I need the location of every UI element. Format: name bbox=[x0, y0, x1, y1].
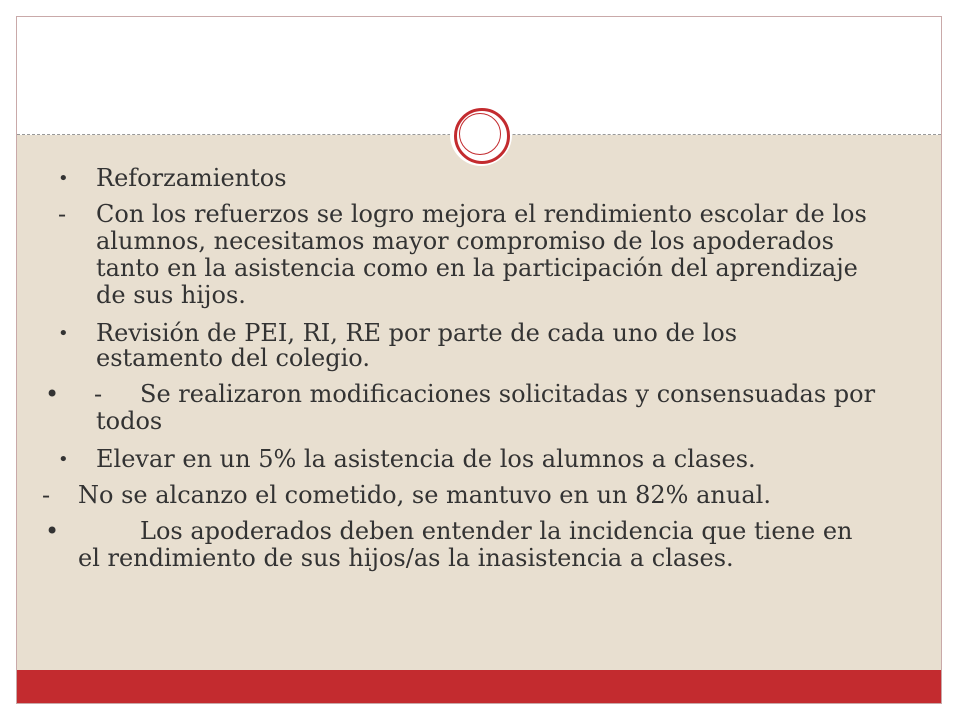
bottom-accent-band bbox=[17, 670, 941, 703]
bullet-text: Elevar en un 5% la asistencia de los alumnos a clases. bbox=[96, 445, 756, 473]
bullet-text-line: Revisión de PEI, RI, RE por parte de cada uno de los bbox=[96, 319, 738, 347]
bullet-text-line: estamento del colegio. bbox=[96, 344, 370, 372]
bullet-text-line: alumnos, necesitamos mayor compromiso de los apoderados bbox=[96, 227, 834, 255]
bullet-marker: • bbox=[58, 449, 69, 470]
bullet-marker: • bbox=[58, 323, 69, 344]
bullet-text-line: Se realizaron modificaciones solicitadas y consensuadas por bbox=[140, 380, 876, 408]
bullet-text-line: tanto en la asistencia como en la participación del aprendizaje bbox=[96, 254, 858, 282]
bullet-text: No se alcanzo el cometido, se mantuvo en un 82% anual. bbox=[78, 481, 771, 509]
bullet-marker: • bbox=[58, 168, 69, 189]
bullet-marker: • bbox=[45, 517, 60, 545]
dash-marker: - bbox=[42, 481, 51, 509]
bullet-text-line: Con los refuerzos se logro mejora el rendimiento escolar de los bbox=[96, 200, 867, 228]
bullet-text: Reforzamientos bbox=[96, 164, 287, 192]
dash-marker: - bbox=[58, 200, 67, 228]
dash-prefix: - bbox=[94, 380, 103, 408]
bullet-text-line: el rendimiento de sus hijos/as la inasistencia a clases. bbox=[78, 544, 734, 572]
bullet-text-line: de sus hijos. bbox=[96, 281, 246, 309]
bullet-text-line: todos bbox=[96, 407, 163, 435]
circle-ornament-icon bbox=[450, 104, 512, 166]
bullet-text-line: Los apoderados deben entender la incidencia que tiene en bbox=[140, 517, 853, 545]
bullet-marker: • bbox=[45, 380, 60, 408]
